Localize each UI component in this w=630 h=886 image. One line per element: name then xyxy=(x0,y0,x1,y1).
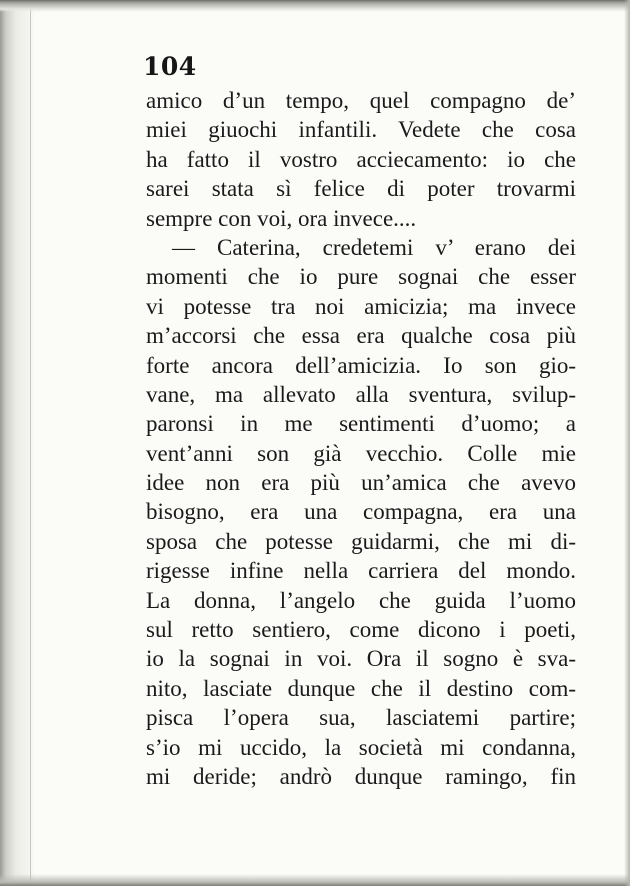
text-line: sposa che potesse guidarmi, che mi di- xyxy=(146,528,576,554)
text-line: nito, lasciate dunque che il destino com- xyxy=(146,675,576,701)
text-line: vi potesse tra noi amicizia; ma invece xyxy=(146,293,576,319)
text-line: sempre con voi, ora invece.... xyxy=(146,205,417,231)
text-line: amico d’un tempo, quel compagno de’ xyxy=(146,88,576,113)
body-text xyxy=(146,86,576,791)
text-line: io la sognai in voi. Ora il sogno è sva- xyxy=(146,646,576,672)
page-top-edge-shadow xyxy=(0,0,630,12)
text-line: ha fatto il vostro acciecamento: io che xyxy=(146,146,576,172)
text-line: vent’anni son già vecchio. Colle mie xyxy=(146,440,576,466)
text-line: forte ancora dell’amicizia. Io son gio- xyxy=(146,352,576,378)
text-line: m’accorsi che essa era qualche cosa più xyxy=(146,323,576,349)
text-line: momenti che io pure sognai che esser xyxy=(146,264,576,290)
text-line: La donna, l’angelo che guida l’uomo xyxy=(146,587,576,613)
text-line: vane, ma allevato alla sventura, svilup- xyxy=(146,381,576,407)
text-line: pisca l’opera sua, lasciatemi partire; xyxy=(146,705,576,731)
text-line: sarei stata sì felice di poter trovarmi xyxy=(146,176,576,202)
page-number: 104 xyxy=(143,52,197,81)
page-right-edge-shadow xyxy=(624,0,630,886)
text-line: bisogno, era una compagna, era una xyxy=(146,499,576,525)
page-left-edge-shadow xyxy=(0,0,34,886)
text-line: miei giuochi infantili. Vedete che cosa xyxy=(146,117,576,143)
text-line: rigesse infine nella carriera del mondo. xyxy=(146,558,576,584)
binding-fold-line xyxy=(30,0,31,886)
text-line: sul retto sentiero, come dicono i poeti, xyxy=(146,617,576,643)
text-line: — Caterina, credetemi v’ erano dei xyxy=(172,234,576,260)
text-line: s’io mi uccido, la società mi condanna, xyxy=(146,734,576,760)
text-line: idee non era più un’amica che avevo xyxy=(146,470,576,496)
page-bottom-edge-shadow xyxy=(0,874,630,886)
text-line: mi deride; andrò dunque ramingo, fin xyxy=(146,763,576,789)
text-line: paronsi in me sentimenti d’uomo; a xyxy=(146,411,576,437)
